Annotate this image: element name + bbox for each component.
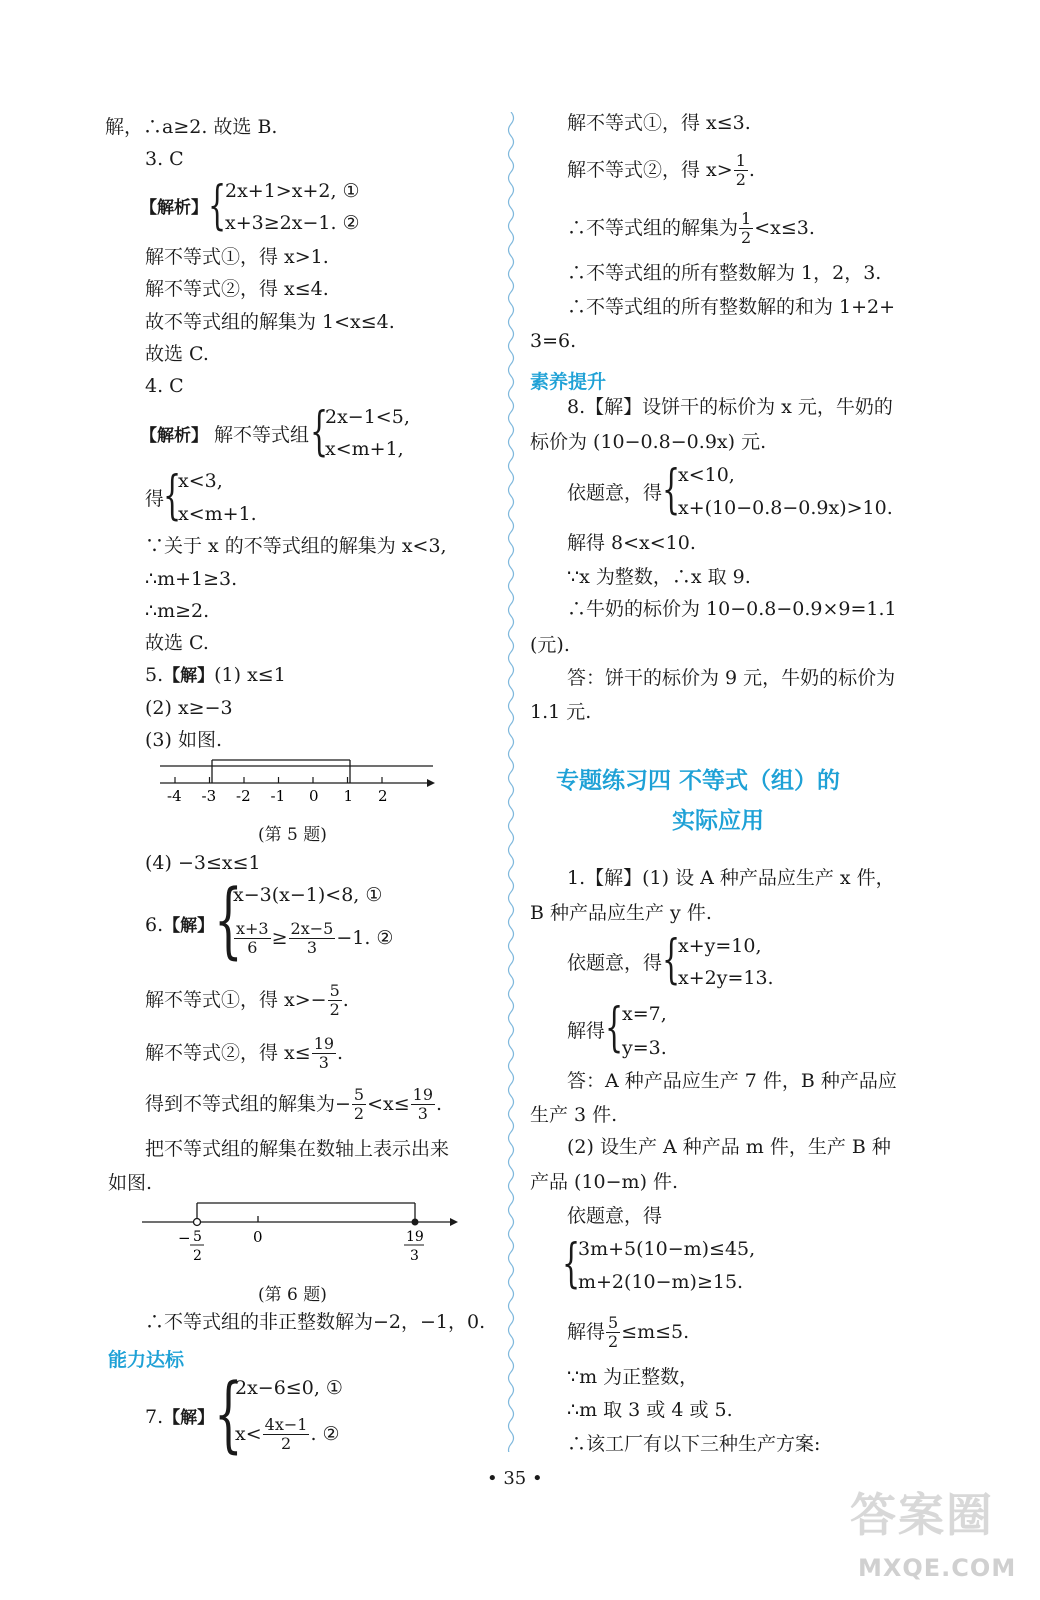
system-line: x+2y=13. — [678, 967, 774, 989]
system-line: m+2(10−m)≥15. — [578, 1271, 744, 1293]
text-line: ∴不等式组的所有整数解为 1，2，3. — [567, 262, 882, 284]
text-line: 产品 (10−m) 件. — [530, 1171, 679, 1193]
text-line: 得到不等式组的解集为− $\frac{5}{2}$ <x≤ $\frac{19}{3}$ . — [145, 1085, 443, 1124]
question-7: 7.【解】 — [145, 1406, 215, 1428]
text-line: 解不等式②，得 x> $\frac{1}{2}$ . — [567, 151, 755, 190]
text-line: (元). — [530, 634, 570, 656]
text-line: 1.1 元. — [530, 701, 592, 723]
text-line: 把不等式组的解集在数轴上表示出来 — [145, 1138, 450, 1160]
answer-4: 4. C — [145, 375, 184, 397]
text-line: 依题意，得 — [567, 952, 663, 974]
text-line: 生产 3 件. — [530, 1104, 618, 1126]
text-line: (4) −3≤x≤1 — [145, 852, 261, 874]
svg-text:−: − — [178, 1229, 191, 1247]
text-line: ∴不等式组的所有整数解的和为 1+2+ — [567, 296, 896, 318]
system-line: 2x−6≤0, ① — [235, 1377, 343, 1399]
text-line: 故选 C. — [145, 632, 209, 654]
solution-label: 【解】 — [163, 666, 215, 686]
page-number: • 35 • — [487, 1468, 543, 1489]
question-8: 8.【解】设饼干的标价为 x 元，牛奶的 — [567, 396, 893, 418]
tick-label: 1 — [343, 787, 354, 805]
brace: { — [662, 460, 681, 520]
open-endpoint — [194, 1219, 201, 1226]
text-line: ∵m 为正整数， — [567, 1366, 699, 1388]
question-5: 5.【解】(1) x≤1 — [145, 664, 286, 686]
text-line: 解不等式组 — [214, 424, 310, 446]
section-heading: 素养提升 — [530, 371, 607, 393]
system-line: x=7, — [622, 1003, 667, 1025]
solution-label: 【解】 — [163, 916, 215, 936]
text-line: 解得 8<x<10. — [567, 532, 696, 554]
text-line: 3=6. — [530, 330, 577, 352]
text-line: 解不等式②，得 x≤4. — [145, 278, 329, 300]
text-line: (2) x≥−3 — [145, 697, 233, 719]
answer-3: 3. C — [145, 148, 184, 170]
question-6: 6.【解】 — [145, 914, 215, 936]
number-line-q6 — [140, 1198, 465, 1270]
text-line: 故选 C. — [145, 343, 209, 365]
text-line: 解得 — [567, 1020, 606, 1042]
system-line: y=3. — [622, 1037, 667, 1059]
text-line: 答：A 种产品应生产 7 件，B 种产品应 — [567, 1070, 897, 1092]
brace: { — [163, 466, 182, 526]
text-line: ∴m 取 3 或 4 或 5. — [567, 1399, 733, 1421]
chapter-title: 实际应用 — [672, 808, 764, 834]
text-line: 依题意，得 — [567, 482, 663, 504]
chapter-title: 专题练习四 不等式（组）的 — [556, 768, 841, 794]
system-line: 2x+1>x+2, ① — [225, 180, 360, 202]
text-line: B 种产品应生产 y 件. — [530, 902, 712, 924]
figure-caption: (第 6 题) — [258, 1285, 327, 1305]
text-line: ∴该工厂有以下三种生产方案: — [567, 1433, 821, 1455]
text-line: 解不等式①，得 x>− $\frac{5}{2}$ . — [145, 981, 349, 1020]
column-divider — [505, 112, 517, 1452]
text-line: 解，∴a≥2. 故选 B. — [105, 116, 278, 138]
text-line: 解不等式②，得 x≤ $\frac{19}{3}$ . — [145, 1034, 344, 1073]
tick-label: 3 — [410, 1248, 419, 1264]
text-line: ∴牛奶的标价为 10−0.8−0.9×9=1.1 — [567, 598, 897, 620]
system-line: x< $\frac{4x-1}{2}$ . ② — [235, 1415, 340, 1454]
brace: { — [562, 1234, 581, 1294]
brace: { — [214, 1367, 243, 1462]
question-1: 1.【解】(1) 设 A 种产品应生产 x 件， — [567, 867, 895, 889]
text-line: (3) 如图. — [145, 729, 222, 751]
tick-label: -3 — [201, 787, 217, 805]
text-line: ∴m≥2. — [145, 600, 210, 622]
text-line: ∴不等式组的非正整数解为−2，−1，0. — [145, 1311, 486, 1333]
system-line: x+(10−0.8−0.9x)>10. — [678, 497, 893, 519]
text-line: ∵x 为整数，∴x 取 9. — [567, 566, 751, 588]
brace: { — [214, 873, 243, 968]
solution-label: 【解】 — [163, 1408, 215, 1428]
tick-label: 0 — [253, 1228, 263, 1246]
tick-label: -1 — [270, 787, 286, 805]
tick-label: 2 — [193, 1248, 202, 1264]
watermark-url: MXQE.COM — [858, 1554, 1017, 1582]
closed-endpoint — [412, 1219, 419, 1226]
tick-label: 19 — [406, 1229, 424, 1245]
brace: { — [208, 176, 227, 236]
text-line: 标价为 (10−0.8−0.9x) 元. — [530, 431, 767, 453]
text-line: ∴不等式组的解集为 $\frac{1}{2}$ <x≤3. — [567, 209, 815, 248]
number-line-q5 — [155, 755, 440, 810]
tick-label: -2 — [236, 787, 251, 805]
tick-label: 2 — [378, 787, 388, 805]
system-line: x<m+1. — [178, 503, 257, 525]
text-line: (2) 设生产 A 种产品 m 件，生产 B 种 — [567, 1136, 891, 1158]
watermark-logo: 答案圈 — [850, 1488, 994, 1542]
text-line: 答：饼干的标价为 9 元，牛奶的标价为 — [567, 667, 896, 689]
text-line: 故不等式组的解集为 1<x≤4. — [145, 311, 395, 333]
text-line: ∵关于 x 的不等式组的解集为 x<3, — [145, 535, 447, 557]
brace: { — [662, 930, 681, 990]
text-line: 解不等式①，得 x≤3. — [567, 112, 751, 134]
system-line: x−3(x−1)<8, ① — [233, 884, 383, 906]
text-line: 得 — [145, 488, 165, 510]
tick-label: 5 — [193, 1229, 202, 1245]
section-heading: 能力达标 — [108, 1349, 185, 1371]
brace: { — [310, 402, 329, 462]
tick-label: 0 — [309, 787, 319, 805]
tick-label: -4 — [167, 787, 182, 805]
analysis-label: 【解析】 — [140, 426, 208, 446]
system-line: $\frac{x+3}{6}$ ≥ $\frac{2x-5}{3}$ −1. ② — [236, 919, 394, 958]
brace: { — [605, 998, 624, 1058]
system-line: x+y=10, — [678, 935, 762, 957]
figure-caption: (第 5 题) — [258, 825, 327, 845]
system-line: 2x−1<5, — [325, 406, 410, 428]
system-line: x<m+1, — [325, 438, 404, 460]
system-line: x+3≥2x−1. ② — [225, 212, 360, 234]
text-line: ∴m+1≥3. — [145, 568, 238, 590]
analysis-label: 【解析】 — [140, 198, 208, 218]
text-line: 依题意，得 — [567, 1205, 663, 1227]
system-line: x<10, — [678, 464, 735, 486]
system-line: x<3, — [178, 470, 223, 492]
text-line: 如图. — [108, 1172, 153, 1194]
system-line: 3m+5(10−m)≤45, — [578, 1238, 756, 1260]
text-line: 解不等式①，得 x>1. — [145, 246, 329, 268]
text-line: 解得 $\frac{5}{2}$ ≤m≤5. — [567, 1313, 690, 1352]
